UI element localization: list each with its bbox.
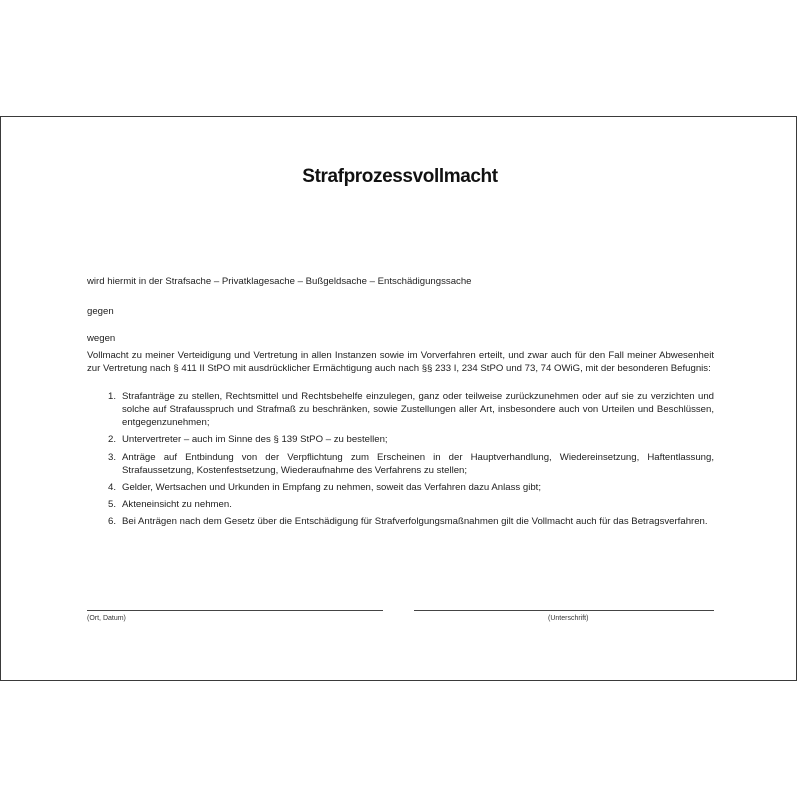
power-item-number: 6. <box>108 516 117 528</box>
power-item <box>108 498 714 511</box>
power-item-text: Untervertreter – auch im Sinne des § 139 StPO – zu bestellen; <box>122 434 388 446</box>
power-item <box>108 390 714 429</box>
power-item-text: Akteneinsicht zu nehmen. <box>122 499 232 511</box>
powers-list <box>108 390 714 533</box>
power-item-text: Bei Anträgen nach dem Gesetz über die Entschädigung für Strafverfolgungsmaßnahmen gilt die Vollmacht auch für das Betragsverfahren. <box>122 516 708 528</box>
power-item-number: 4. <box>108 481 117 493</box>
power-item-number: 5. <box>108 499 117 511</box>
document-title: Strafprozessvollmacht <box>302 166 498 187</box>
wegen-label: wegen <box>87 333 116 344</box>
gegen-label: gegen <box>87 306 114 317</box>
power-item-number: 1. <box>108 391 117 402</box>
signature-line[interactable] <box>414 610 714 611</box>
power-item-text: Strafanträge zu stellen, Rechtsmittel und Rechtsbehelfe einzulegen, ganz oder teilweise zurückzunehmen oder auf sie zu verzichten und solche auf Strafausspruch und Strafmaß zu beschränken, sowie Zustellungen aller Art, insbesondere auch von Urteilen und Beschlüssen, entgegenzunehmen; <box>122 391 714 428</box>
case-type-line: wird hiermit in der Strafsache – Privatklagesache – Bußgeldsache – Entschädigungssache <box>87 276 472 287</box>
signature-label: (Unterschrift) <box>548 615 589 622</box>
power-item <box>108 515 714 528</box>
power-item <box>108 433 714 446</box>
power-item-text: Anträge auf Entbindung von der Verpflichtung zum Erscheinen in der Hauptverhandlung, Wiedereinsetzung, Haftentlassung, Strafaussetzung, Kostenfestsetzung, Wiederaufnahme des Verfahrens zu stellen; <box>122 451 714 476</box>
power-item <box>108 451 714 477</box>
power-item-text: Gelder, Wertsachen und Urkunden in Empfang zu nehmen, soweit das Verfahren dazu Anlass gibt; <box>122 481 541 493</box>
place-date-line[interactable] <box>87 610 383 611</box>
place-date-label: (Ort, Datum) <box>87 615 126 622</box>
power-item <box>108 481 714 494</box>
authority-paragraph: Vollmacht zu meiner Verteidigung und Vertretung in allen Instanzen sowie im Vorverfahren erteilt, und zwar auch für den Fall meiner Abwesenheit zur Vertretung nach § 411 II StPO mit ausdrücklicher Ermächtigung auch nach §§ 233 I, 234 StPO und 73, 74 OWiG, mit der besonderen Befugnis: <box>87 350 714 375</box>
power-item-number: 3. <box>108 451 117 463</box>
power-item-number: 2. <box>108 434 117 446</box>
